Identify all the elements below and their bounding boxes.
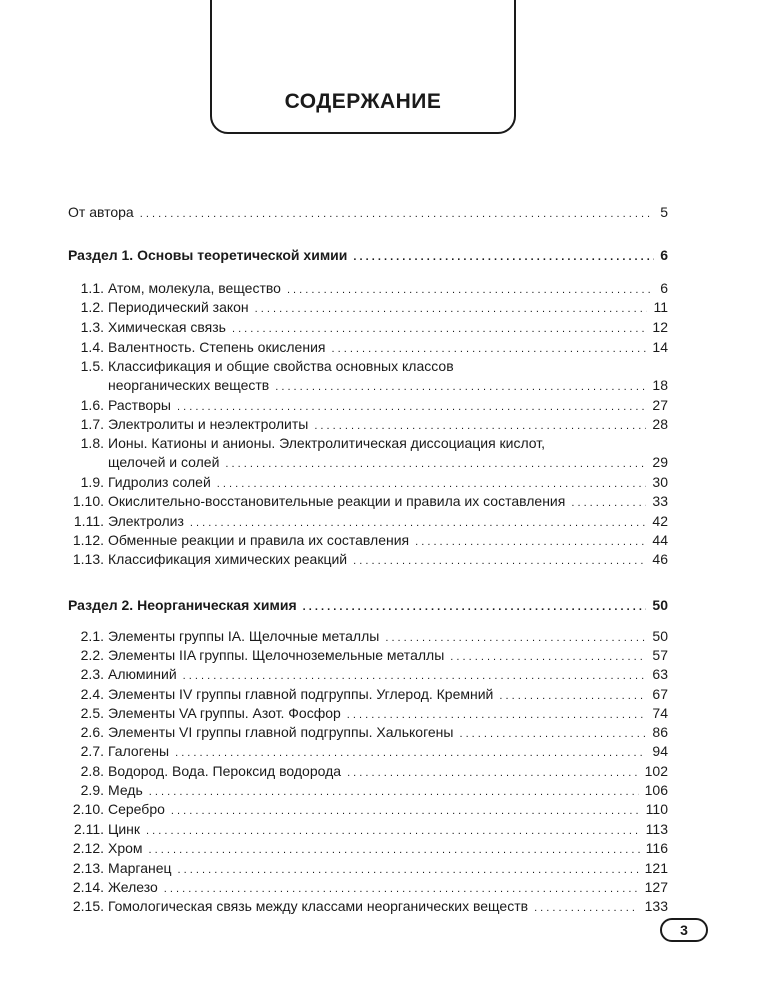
toc-entry-number: 1.13. [72,551,104,567]
toc-entry-title: Раздел 1. Основы теоретической химии [68,247,348,263]
toc-entry[interactable] [68,800,668,819]
toc-entry-title: Железо [108,879,158,895]
toc-entry-number: 2.9. [80,782,104,798]
dot-leader [171,802,640,821]
toc-entry-page: 30 [652,474,668,490]
page-title: СОДЕРЖАНИЕ [284,90,442,113]
dot-leader [175,744,646,763]
toc-entry-page: 11 [653,299,668,315]
toc-entry-number: 2.15. [72,898,104,914]
toc-entry-page: 133 [644,898,668,914]
toc-entry-page: 94 [652,743,668,759]
toc-entry[interactable] [68,550,668,569]
toc-entry[interactable] [68,203,668,222]
toc-entry-page: 50 [652,628,668,644]
toc-entry-title: Раздел 2. Неорганическая химия [68,597,297,613]
toc-entry-page: 106 [644,782,668,798]
toc-entry-title: Элементы группы IA. Щелочные металлы [108,628,380,644]
toc-entry[interactable] [68,434,668,453]
toc-entry-title: Медь [108,782,143,798]
dot-leader [353,552,646,571]
toc-entry[interactable] [68,762,668,781]
toc-entry-number: 2.6. [80,724,104,740]
toc-entry-page: 27 [652,397,668,413]
toc-entry-number: 2.1. [80,628,104,644]
toc-entry-title: Валентность. Степень окисления [108,339,326,355]
toc-entry-title: неорганических веществ [108,377,270,393]
dot-leader [303,598,647,617]
toc-entry[interactable] [68,839,668,858]
toc-entry[interactable] [68,878,668,897]
toc-entry-page: 113 [645,821,668,837]
toc-entry[interactable] [68,453,668,472]
toc-entry-number: 1.3. [80,319,104,335]
toc-entry-page: 86 [652,724,668,740]
page-number: 3 [660,918,708,942]
toc-entry[interactable] [68,897,668,916]
toc-entry-page: 12 [652,319,668,335]
toc-entry-title: Электролиз [108,513,184,529]
dot-leader [140,205,654,224]
dot-leader [255,300,648,319]
toc-entry-page: 6 [660,247,668,263]
toc-entry[interactable] [68,859,668,878]
toc-entry-title: Элементы IV группы главной подгруппы. Углерод. Кремний [108,686,494,702]
toc-entry-page: 5 [660,204,668,220]
toc-entry[interactable] [68,492,668,511]
toc-entry-title: Элементы IIA группы. Щелочноземельные металлы [108,647,445,663]
toc-entry-number: 2.4. [80,686,104,702]
toc-entry-page: 121 [644,860,668,876]
toc-entry[interactable] [68,318,668,337]
toc-entry[interactable] [68,298,668,317]
toc-entry-number: 1.8. [80,435,104,451]
toc-entry-page: 67 [652,686,668,702]
toc-entry-title: Химическая связь [108,319,226,335]
dot-leader [225,455,646,474]
toc-entry-title: щелочей и солей [108,454,220,470]
toc-entry-title: Растворы [108,397,171,413]
toc-entry-title: Классификация и общие свойства основных классов [108,358,454,374]
dot-leader [534,899,639,918]
toc-entry-title: Ионы. Катионы и анионы. Электролитическая диссоциация кислот, [108,435,546,451]
toc-entry-title: Атом, молекула, вещество [108,280,281,296]
toc-entry[interactable] [68,512,668,531]
toc-entry-number: 1.6. [80,397,104,413]
toc-entry-page: 29 [652,454,668,470]
toc-entry[interactable] [68,704,668,723]
toc-entry-number: 1.11. [73,513,104,529]
toc-entry-title: Галогены [108,743,170,759]
toc-entry-number: 1.10. [72,493,104,509]
toc-entry-page: 63 [652,666,668,682]
toc-entry[interactable] [68,742,668,761]
toc-entry-title: Элементы VA группы. Азот. Фосфор [108,705,341,721]
toc-entry-title: Алюминий [108,666,177,682]
toc-entry-number: 1.1. [80,280,104,296]
toc-entry[interactable] [68,246,668,265]
toc-entry[interactable] [68,596,668,615]
toc-entry[interactable] [68,665,668,684]
toc-entry[interactable] [68,723,668,742]
dot-leader [353,248,654,267]
toc-entry-page: 42 [652,513,668,529]
toc-entry[interactable] [68,781,668,800]
toc-entry[interactable] [68,357,668,376]
toc-entry-page: 50 [652,597,668,613]
toc-entry[interactable] [68,473,668,492]
toc-entry[interactable] [68,627,668,646]
toc-entry-title: Серебро [108,801,165,817]
toc-entry-page: 102 [644,763,668,779]
toc-entry-number: 2.14. [72,879,104,895]
toc-entry-title: Гидролиз солей [108,474,211,490]
toc-entry[interactable] [68,820,668,839]
toc-entry-number: 2.10. [72,801,104,817]
toc-entry-page: 110 [645,801,668,817]
toc-entry-number: 2.12. [72,840,104,856]
toc-entry-title: От автора [68,204,134,220]
toc-entry[interactable] [68,376,668,395]
toc-entry-page: 127 [644,879,668,895]
dot-leader [275,378,646,397]
toc-entry-number: 1.4. [80,339,104,355]
toc-entry-number: 2.11. [73,821,104,837]
toc-entry-page: 28 [652,416,668,432]
toc-entry[interactable] [68,279,668,298]
toc-entry[interactable] [68,415,668,434]
dot-leader [149,841,640,860]
toc-entry[interactable] [68,396,668,415]
toc-entry-number: 1.9. [80,474,104,490]
toc-entry-title: Периодический закон [108,299,249,315]
toc-entry-number: 2.7. [80,743,104,759]
toc-entry-title: Обменные реакции и правила их составления [108,532,410,548]
title-frame [210,0,516,134]
toc-entry-title: Гомологическая связь между классами неорганических веществ [108,898,529,914]
toc-entry-page: 18 [652,377,668,393]
toc-entry-title: Хром [108,840,143,856]
toc-entry-number: 2.5. [80,705,104,721]
toc-entry-title: Водород. Вода. Пероксид водорода [108,763,342,779]
toc-entry-title: Окислительно-восстановительные реакции и правила их составления [108,493,566,509]
toc-entry-title: Электролиты и неэлектролиты [108,416,309,432]
toc-entry-number: 2.3. [80,666,104,682]
toc-entry-title: Элементы VI группы главной подгруппы. Халькогены [108,724,454,740]
toc-entry-page: 74 [652,705,668,721]
toc-entry-number: 2.2. [80,647,104,663]
dot-leader [183,667,647,686]
toc-entry[interactable] [68,531,668,550]
toc-entry-number: 1.2. [80,299,104,315]
toc-entry[interactable] [68,646,668,665]
dot-leader [232,320,646,339]
toc-entry-title: Марганец [108,860,172,876]
toc-entry-number: 2.13. [72,860,104,876]
toc-entry-number: 1.5. [80,358,104,374]
toc-entry[interactable] [68,338,668,357]
toc-entry-number: 1.12. [72,532,104,548]
toc-entry[interactable] [68,685,668,704]
toc-entry-page: 57 [652,647,668,663]
dot-leader [571,494,646,513]
toc-entry-page: 46 [652,551,668,567]
toc-entry-page: 44 [652,532,668,548]
toc-entry-page: 33 [652,493,668,509]
toc-entry-page: 6 [660,280,668,296]
toc-entry-page: 14 [652,339,668,355]
toc-entry-page: 116 [645,840,668,856]
toc-entry-number: 2.8. [80,763,104,779]
toc-entry-title: Классификация химических реакций [108,551,348,567]
toc-entry-number: 1.7. [80,416,104,432]
toc-entry-title: Цинк [108,821,141,837]
